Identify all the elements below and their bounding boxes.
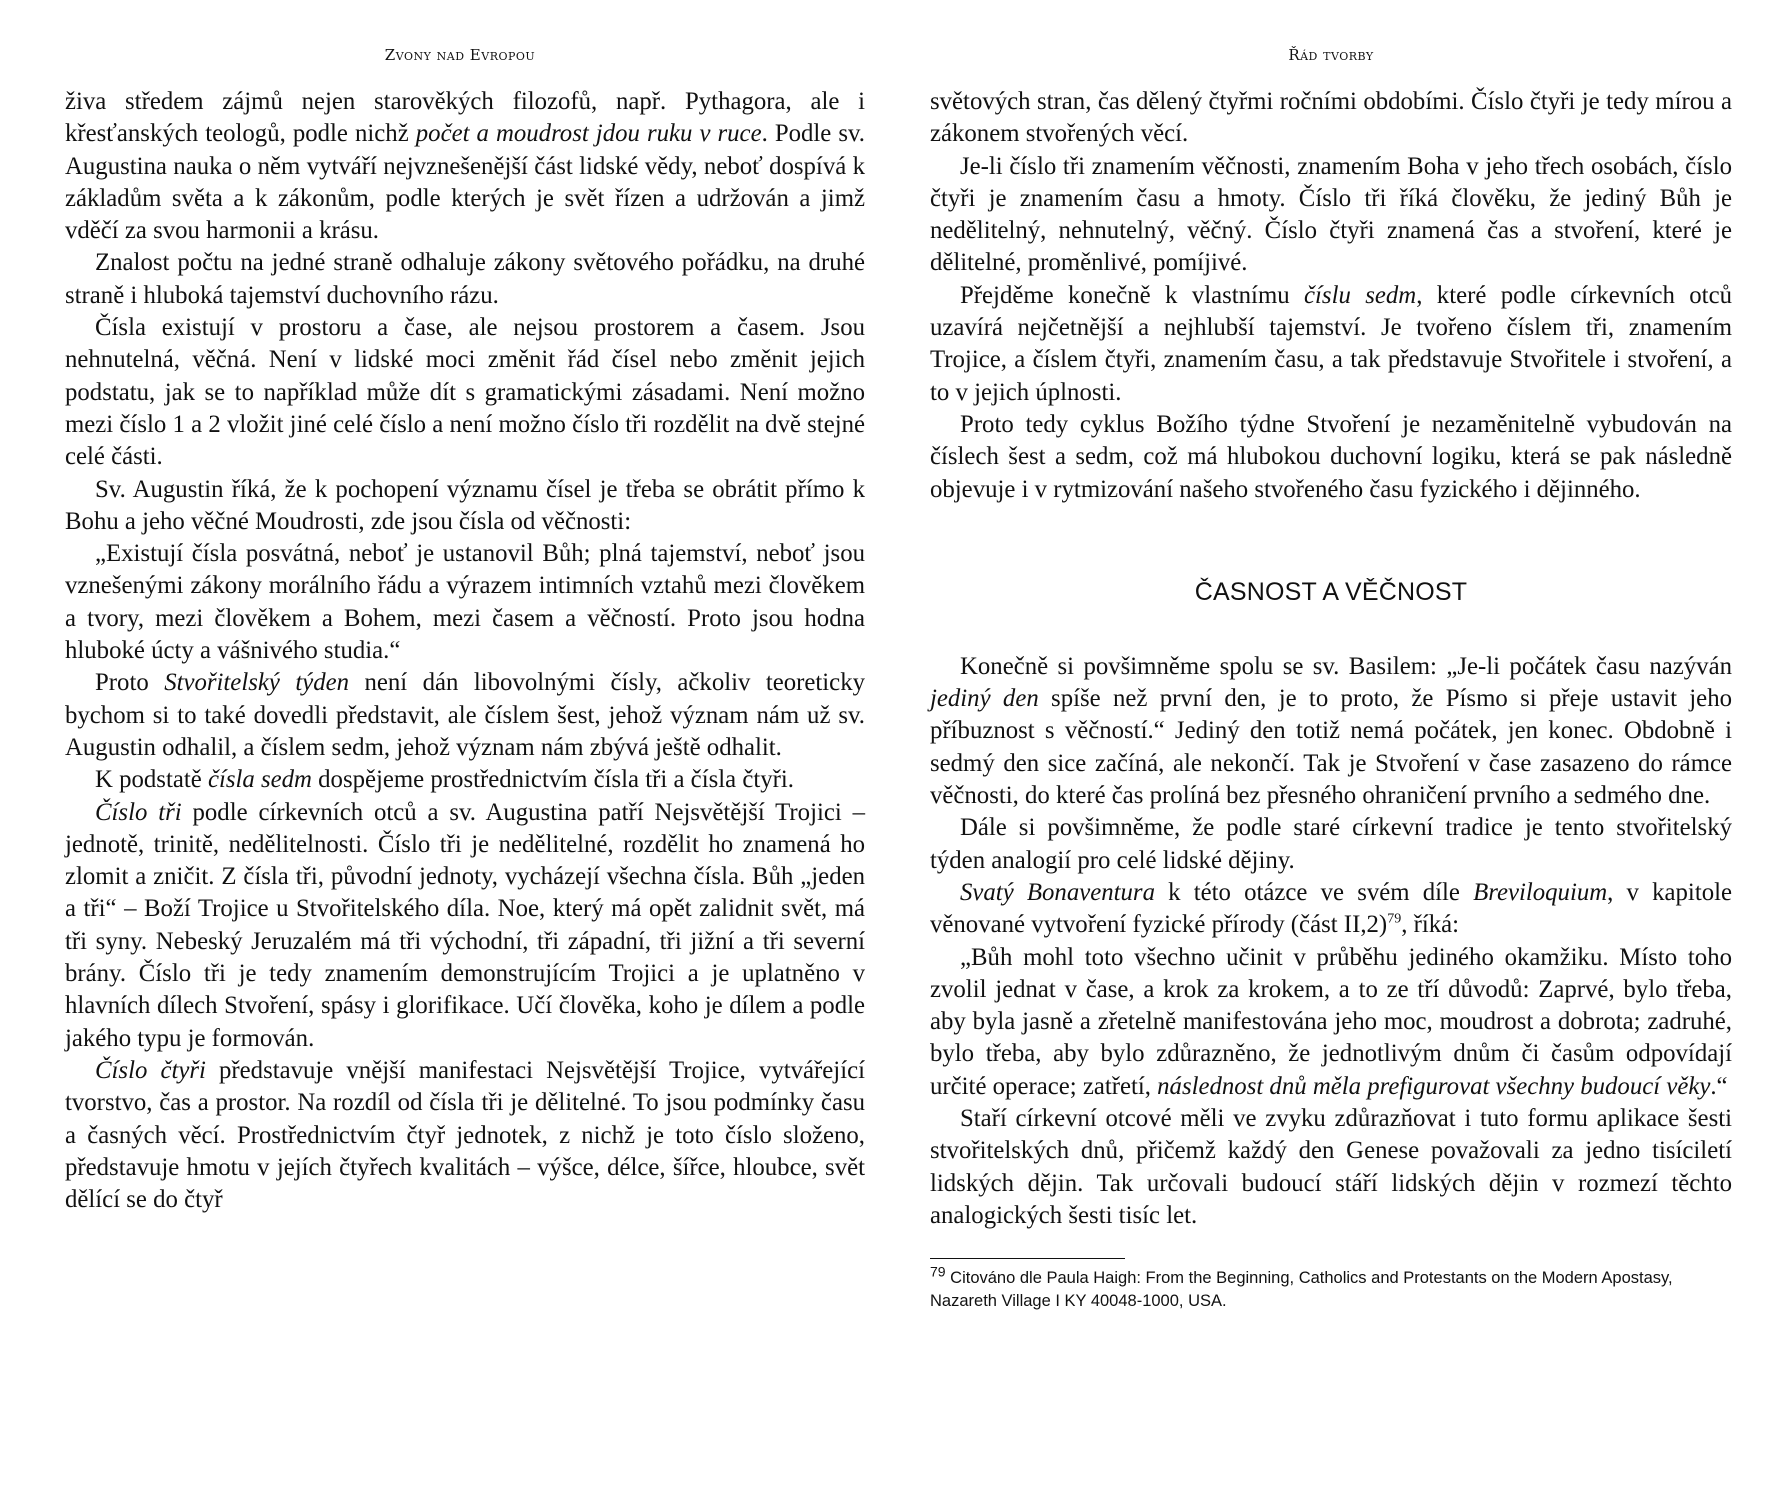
paragraph: Konečně si povšimněme spolu se sv. Basilem: „Je-li počátek času nazýván jediný den spíše než první den, je to proto, že Písmo si přeje ustavit jeho příbuznost s věčností.“ Jediný den totiž nemá počátek, jen konec. Obdobně i sedmý den sice začíná, ale nekončí. Tak je Stvoření v čase zasazeno do rámce věčnosti, do které čas prolíná bez přesného ohraničení prvního a sedmého dne. bbox=[930, 652, 1732, 810]
paragraph: Sv. Augustin říká, že k pochopení významu čísel je třeba se obrátit přímo k Bohu a jeho věčné Moudrosti, zde jsou čísla od věčnosti: bbox=[65, 475, 865, 535]
quote-paragraph: „Existují čísla posvátná, neboť je ustanovil Bůh; plná tajemství, neboť jsou vznešenými zákony morálního řádu a výrazem intimních vztahů mezi člověkem a tvory, mezi člověkem a Bohem, mezi časem a věčností. Proto jsou hodna hluboké úcty a vášnivého studia.“ bbox=[65, 540, 865, 665]
footnote-divider bbox=[930, 1258, 1125, 1259]
paragraph: světových stran, čas dělený čtyřmi ročními obdobími. Číslo čtyři je tedy mírou a zákonem stvořených věcí. bbox=[930, 88, 1732, 148]
section-heading: ČASNOST A VĚČNOST bbox=[1194, 577, 1468, 606]
paragraph: Číslo čtyři představuje vnější manifestaci Nejsvětější Trojice, vytvářející tvorstvo, čas a prostor. Na rozdíl od čísla tři je dělitelné. To jsou podmínky času a časných věcí. Prostřednictvím čtyř jednotek, z nichž je toto číslo složeno, představuje hmotu v jejích čtyřech kvalitách – výšce, délce, šířce, hloubce, svět dělící se do čtyř bbox=[65, 1056, 865, 1214]
paragraph: Číslo tři podle církevních otců a sv. Augustina patří Nejsvětější Trojici – jednotě, trinitě, nedělitelnosti. Číslo tři je nedělitelné, rozdělit ho znamená ho zlomit a zničit. Z čísla tři, původní jednoty, vycházejí všechna čísla. Bůh „jeden a tři“ – Boží Trojice u Stvořitelského díla. Noe, který má opět zalidnit svět, má tři syny. Nebeský Jeruzalém má tři východní, tři západní, tři jižní a tři severní brány. Číslo tři je tedy znamením demonstrujícím Trojici a je uplatněno v hlavních dílech Stvoření, spásy i glorifikace. Učí člověka, koho je dílem a podle jakého typu je formován. bbox=[65, 798, 866, 1052]
paragraph: Proto Stvořitelský týden není dán libovolnými čísly, ačkoliv teoreticky bychom si to také dovedli představit, ale číslem šest, jehož význam nám už sv. Augustin odhalil, a číslem sedm, jehož význam nám zbývá ještě odhalit. bbox=[65, 669, 865, 761]
paragraph: Znalost počtu na jedné straně odhaluje zákony světového pořádku, na druhé straně i hluboká tajemství duchovního rázu. bbox=[65, 249, 865, 309]
left-running-head: Zvony nad Evropou bbox=[384, 46, 536, 64]
paragraph: Svatý Bonaventura k této otázce ve svém díle Breviloquium, v kapitole věnované vytvoření fyzické přírody (část II,2)$^{79}$, říká: bbox=[930, 878, 1732, 939]
paragraph: Proto tedy cyklus Božího týdne Stvoření je nezaměnitelně vybudován na číslech šest a sedm, což má hlubokou duchovní logiku, která se pak následně objevuje i v rytmizování našeho stvořeného času fyzického i dějinného. bbox=[930, 410, 1732, 503]
right-page-text-section bbox=[930, 651, 1732, 1232]
right-running-head: Řád tvorby bbox=[1288, 46, 1374, 64]
paragraph: Čísla existují v prostoru a čase, ale nejsou prostorem a časem. Jsou nehnutelná, věčná. Není v lidské moci změnit řád čísel nebo změnit jejich podstatu, jak se to například může dít s gramatickými zásadami. Není možno mezi číslo 1 a 2 vložit jiné celé číslo a není možno číslo tři rozdělit na dvě stejné celé části. bbox=[65, 314, 865, 471]
footnote: $^{79}$ Citováno dle Paula Haigh: From the Beginning, Catholics and Protestants on the Modern Apostasy, Nazareth Village I KY 40048-1000, USA. bbox=[930, 1263, 1673, 1311]
paragraph: K podstatě čísla sedm dospějeme prostřednictvím čísla tři a čísla čtyři. bbox=[95, 766, 794, 794]
quote-paragraph: „Bůh mohl toto všechno učinit v průběhu jediného okamžiku. Místo toho zvolil jednat v čase, a krok za krokem, a to ze tří důvodů: Zaprvé, bylo třeba, aby byla jasně a zřetelně manifestována jeho moc, moudrost a dobrota; zadruhé, bylo třeba, aby bylo zdůrazněno, že jednotlivým dnům či časům odpovídají určité operace; zatřetí, následnost dnů měla prefigurovat všechny budoucí věky.“ bbox=[930, 943, 1732, 1100]
right-page bbox=[930, 0, 1732, 1500]
paragraph: Dále si povšimněme, že podle staré církevní tradice je tento stvořitelský týden analogií pro celé lidské dějiny. bbox=[930, 814, 1732, 874]
paragraph: Je-li číslo tři znamením věčnosti, znamením Boha v jeho třech osobách, číslo čtyři je znamením času a hmoty. Číslo tři říká člověku, že jediný Bůh je nedělitelný, nehnutelný, věčný. Číslo čtyři znamená čas a stvoření, které je dělitelné, proměnlivé, pomíjivé. bbox=[930, 152, 1732, 277]
paragraph: Staří církevní otcové měli ve zvyku zdůrazňovat i tuto formu aplikace šesti stvořitelských dnů, přičemž každý den Genese považovali za jedno tisíciletí lidských dějin. Tak určovali budoucí stáří lidských dějin v rozmezí těchto analogických šesti tisíc let. bbox=[930, 1105, 1732, 1229]
left-page bbox=[65, 0, 865, 1500]
paragraph: živa středem zájmů nejen starověkých filozofů, např. Pythagora, ale i křesťanských teologů, podle nichž počet a moudrost jdou ruku v ruce. Podle sv. Augustina nauka o něm vytváří nejvznešenější část lidské vědy, neboť dospívá k základům světa a k zákonům, podle kterých je svět řízen a udržován a jimž vděčí za svou harmonii a krásu. bbox=[65, 88, 866, 245]
right-page-text bbox=[930, 86, 1732, 506]
footnote-number: 79 bbox=[930, 1263, 946, 1280]
left-page-text bbox=[65, 86, 865, 1216]
paragraph: Přejděme konečně k vlastnímu číslu sedm, které podle církevních otců uzavírá nejčetnější a nejhlubší tajemství. Je tvořeno číslem tři, znamením Trojice, a číslem čtyři, znamením času, a tak představuje Stvořitele i stvoření, a to v jejich úplnosti. bbox=[930, 281, 1732, 406]
footnote-ref[interactable]: 79 bbox=[1387, 911, 1402, 927]
